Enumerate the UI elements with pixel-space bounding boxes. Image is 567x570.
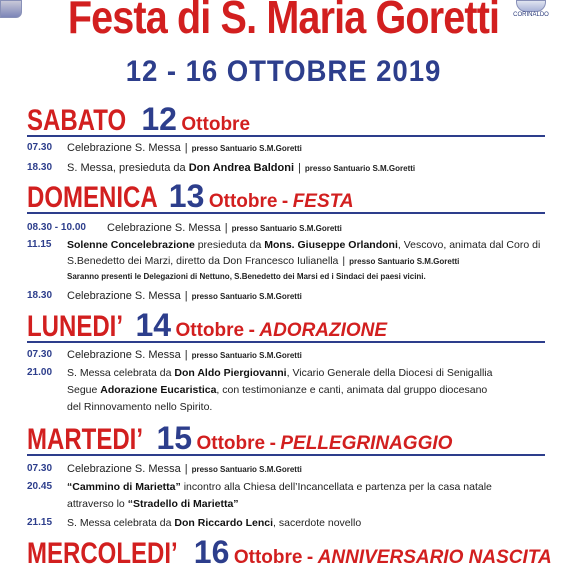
event-location: presso Santuario S.M.Goretti [231, 224, 342, 233]
day-header-domenica: DOMENICA 13 Ottobre - FESTA [27, 180, 545, 214]
day-number: 12 [141, 101, 177, 137]
event-line-3: del Rinnovamento nello Spirito. [67, 401, 213, 413]
event-time: 18.30 [27, 162, 53, 173]
event-time: 11.15 [27, 239, 52, 250]
event-person: Don Andrea Baldoni [188, 162, 295, 174]
day-number: 14 [135, 307, 172, 343]
day-name: MERCOLEDI’ [27, 537, 178, 570]
event-text: Celebrazione S. Messa [107, 222, 221, 234]
event-time: 18.30 [27, 290, 53, 301]
event-line-2: S.Benedetto dei Marzi, diretto da Don Francesco Iulianella [67, 255, 339, 267]
parish-logo-left [0, 0, 22, 18]
event-time: 08.30 - 10.00 [27, 222, 86, 233]
day-header-mercoledi: MERCOLEDI’ 16 Ottobre - ANNIVERSARIO NASCITA [27, 534, 552, 570]
event-text: Celebrazione S. Messa [67, 290, 181, 302]
event-text-2: , sacerdote novello [273, 517, 362, 529]
event-location: presso Santuario S.M.Goretti [191, 144, 302, 153]
event-text: presieduta da [197, 239, 262, 251]
day-theme: FESTA [292, 191, 354, 212]
event-time: 21.15 [27, 517, 53, 528]
day-header-martedi: MARTEDI’ 15 Ottobre - PELLEGRINAGGIO [27, 422, 545, 456]
event-location: presso Santuario S.M.Goretti [191, 465, 302, 474]
event-text-2: , Vicario Generale della Diocesi di Senigallia [286, 367, 493, 379]
day-name: LUNEDI’ [27, 310, 123, 343]
event-bold-prefix: Solenne Concelebrazione [67, 239, 195, 251]
event-time: 07.30 [27, 463, 53, 474]
event-time: 07.30 [27, 142, 53, 153]
event-text: S. Messa, presieduta da [67, 162, 186, 174]
event-time: 07.30 [27, 349, 53, 360]
day-number: 13 [168, 178, 205, 214]
event-text: Celebrazione S. Messa [67, 142, 181, 154]
day-month: Ottobre [208, 191, 278, 212]
day-name: DOMENICA [27, 181, 158, 214]
event-time: 21.00 [27, 367, 53, 378]
event-location: presso Santuario S.M.Goretti [349, 257, 460, 266]
event-line-3: Saranno presenti le Delegazioni di Nettuno, S.Benedetto dei Marsi ed i Sindaci dei paesi vicini. [67, 272, 426, 281]
crest-label: CORINALDO [513, 12, 549, 18]
event-highlight: Adorazione Eucaristica [100, 384, 217, 396]
day-month: Ottobre [175, 320, 245, 341]
day-theme: PELLEGRINAGGIO [280, 433, 453, 454]
event-person: Mons. Giuseppe Orlandoni [264, 239, 398, 251]
event-text: Celebrazione S. Messa [67, 463, 181, 475]
day-theme: ADORAZIONE [259, 320, 388, 341]
page-title: Festa di S. Maria Goretti [67, 0, 500, 43]
day-number: 16 [193, 534, 230, 570]
event-time: 20.45 [27, 481, 53, 492]
event-person: Don Riccardo Lenci [174, 517, 274, 529]
day-month: Ottobre [181, 114, 251, 135]
event-highlight: “Stradello di Marietta” [127, 498, 239, 510]
event-text-2: , Vescovo, animata dal Coro di [397, 239, 541, 251]
event-location: presso Santuario S.M.Goretti [304, 164, 416, 173]
event-line-2-c: , con testimonianze e canti, animata dal gruppo diocesano [216, 384, 488, 396]
event-text: Celebrazione S. Messa [67, 349, 181, 361]
event-bold-prefix: “Cammino di Marietta” [67, 481, 181, 493]
day-name: MARTEDI’ [27, 423, 143, 456]
event-text: incontro alla Chiesa dell’Incancellata e partenza per la casa natale [180, 481, 492, 493]
day-number: 15 [156, 420, 193, 456]
day-header-sabato [27, 103, 545, 137]
event-location: presso Santuario S.M.Goretti [191, 351, 302, 360]
event-person: Don Aldo Piergiovanni [174, 367, 287, 379]
event-text: S. Messa celebrata da [67, 517, 172, 529]
festival-dates: 12 - 16 OTTOBRE 2019 [125, 55, 442, 88]
day-month: Ottobre [196, 433, 266, 454]
day-theme: ANNIVERSARIO NASCITA [317, 547, 552, 568]
day-month: Ottobre [233, 547, 303, 568]
event-line-2-a: attraverso lo [67, 498, 125, 510]
day-name: SABATO [27, 104, 127, 137]
event-location: presso Santuario S.M.Goretti [191, 292, 302, 301]
event-text: S. Messa celebrata da [67, 367, 172, 379]
day-header-lunedi: LUNEDI’ 14 Ottobre - ADORAZIONE [27, 309, 545, 343]
event-line-2-a: Segue [67, 384, 98, 396]
